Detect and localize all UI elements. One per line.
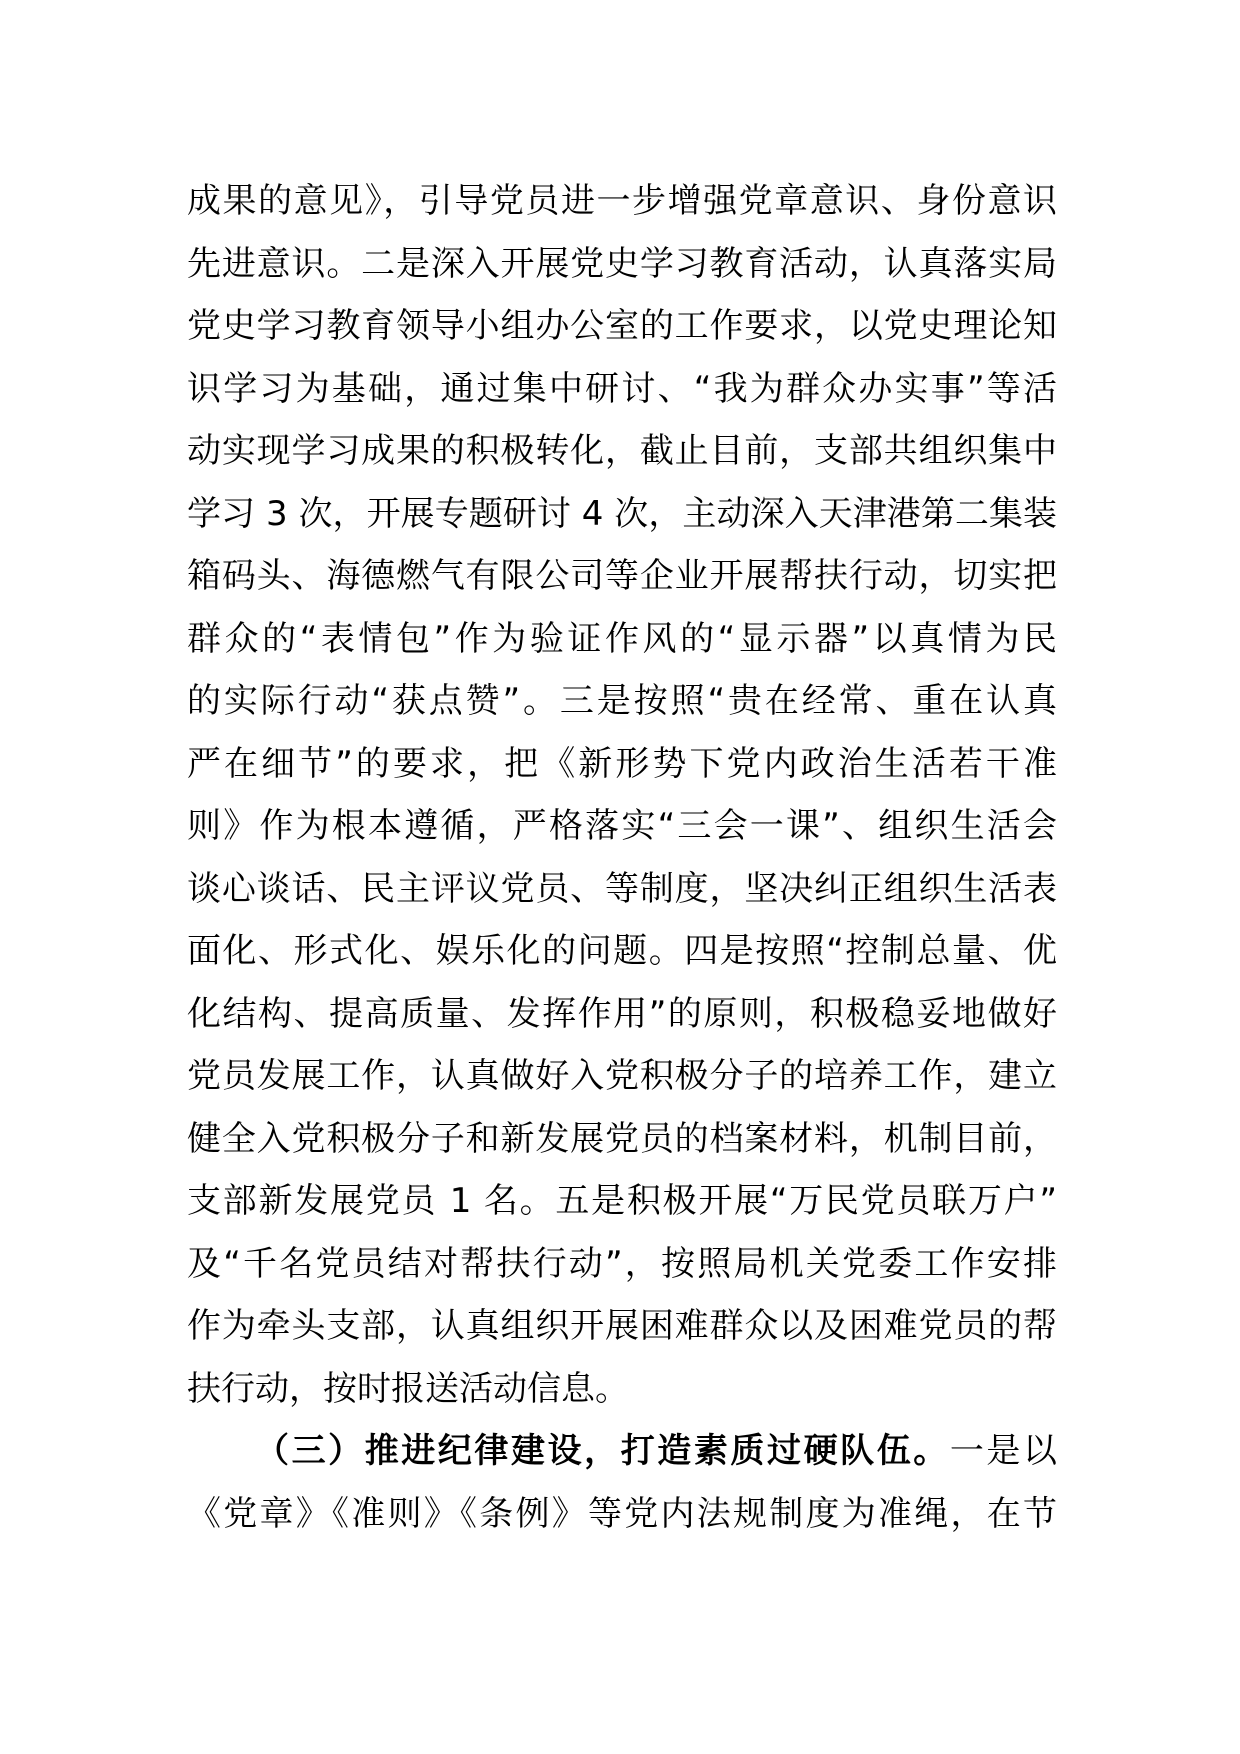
text-line: 群众的“表情包”作为验证作风的“显示器”以真情为民	[187, 618, 1057, 659]
text-line: 及“千名党员结对帮扶行动”，按照局机关党委工作安排	[187, 1243, 1057, 1284]
section-heading: （三）推进纪律建设，打造素质过硬队伍。	[255, 1431, 950, 1471]
text-line: 健全入党积极分子和新发展党员的档案材料，机制目前，	[187, 1118, 1057, 1159]
text-line: 谈心谈话、民主评议党员、等制度，坚决纠正组织生活表	[187, 868, 1057, 909]
text-line: 化结构、提高质量、发挥作用”的原则，积极稳妥地做好	[187, 993, 1057, 1034]
text-line: 则》作为根本遵循，严格落实“三会一课”、组织生活会	[187, 806, 1057, 846]
text-line: 作为牵头支部，认真组织开展困难群众以及困难党员的帮	[187, 1306, 1057, 1346]
text-line: 严在细节”的要求，把《新形势下党内政治生活若干准	[187, 743, 1057, 784]
text-line: 的实际行动“获点赞”。三是按照“贵在经常、重在认真	[187, 681, 1057, 721]
body-text	[187, 170, 1057, 1545]
text-line: 支部新发展党员 1 名。五是积极开展“万民党员联万户”	[187, 1181, 1057, 1221]
text-line: 识学习为基础，通过集中研讨、“我为群众办实事”等活	[187, 368, 1057, 409]
text-line: 箱码头、海德燃气有限公司等企业开展帮扶行动，切实把	[187, 556, 1057, 596]
text-line: 《党章》《准则》《条例》等党内法规制度为准绳，在节	[187, 1493, 1057, 1534]
section-text: 一是以	[949, 1431, 1058, 1471]
text-line: 成果的意见》，引导党员进一步增强党章意识、身份意识	[187, 181, 1057, 221]
text-line: 学习 3 次，开展专题研讨 4 次，主动深入天津港第二集装	[187, 493, 1057, 534]
text-line: 先进意识。二是深入开展党史学习教育活动，认真落实局	[187, 243, 1057, 284]
text-line: 扶行动，按时报送活动信息。	[187, 1368, 629, 1409]
text-line: 党员发展工作，认真做好入党积极分子的培养工作，建立	[187, 1056, 1057, 1096]
section-heading-line	[187, 1420, 1057, 1483]
text-line: 动实现学习成果的积极转化，截止目前，支部共组织集中	[187, 431, 1057, 471]
text-line: 党史学习教育领导小组办公室的工作要求，以党史理论知	[187, 306, 1057, 346]
text-line: 面化、形式化、娱乐化的问题。四是按照“控制总量、优	[187, 931, 1057, 971]
